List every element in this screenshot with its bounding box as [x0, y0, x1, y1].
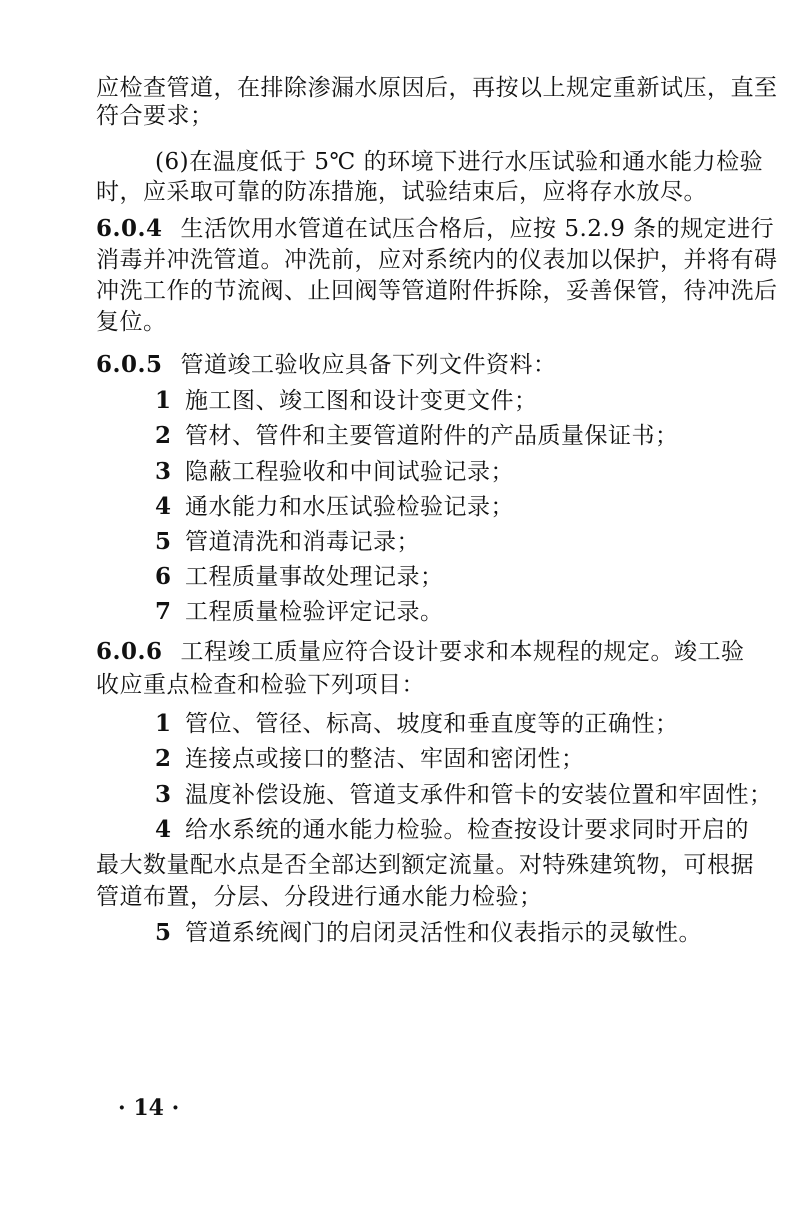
list-item — [155, 492, 514, 522]
section-number: 6.0.5 — [96, 351, 163, 378]
list-item-text: 连接点或接口的整洁、牢固和密闭性； — [185, 746, 585, 772]
list-item-text: 工程质量检验评定记录。 — [185, 599, 444, 625]
list-item — [155, 386, 538, 416]
list-item-text: 管道清洗和消毒记录； — [185, 529, 420, 555]
list-item-number: 6 — [155, 563, 172, 590]
list-item-text: 给水系统的通水能力检验。检查按设计要求同时开启的 — [185, 817, 749, 843]
list-item-number: 4 — [155, 493, 172, 520]
list-item-number: 5 — [155, 528, 172, 555]
list-item — [155, 457, 514, 487]
body-line: 冲洗工作的节流阀、止回阀等管道附件拆除，妥善保管，待冲洗后 — [96, 278, 778, 304]
list-item — [155, 597, 444, 627]
section-text: 工程竣工质量应符合设计要求和本规程的规定。竣工验 — [180, 639, 745, 665]
list-item-text: 管材、管件和主要管道附件的产品质量保证书； — [185, 423, 679, 449]
list-item — [155, 421, 679, 451]
section-number: 6.0.6 — [96, 638, 163, 665]
page-number: · 14 · — [118, 1095, 180, 1121]
list-item-number: 7 — [155, 598, 172, 625]
section-text: 管道竣工验收应具备下列文件资料： — [180, 352, 557, 378]
list-item-number: 1 — [155, 710, 172, 737]
list-item-text: 隐蔽工程验收和中间试验记录； — [185, 459, 514, 485]
section-6-0-4 — [96, 214, 774, 244]
body-line: (6)在温度低于 5℃ 的环境下进行水压试验和通水能力检验 — [155, 149, 764, 175]
list-item-number: 3 — [155, 458, 172, 485]
list-item-number: 5 — [155, 919, 172, 946]
section-text: 生活饮用水管道在试压合格后，应按 5.2.9 条的规定进行 — [180, 216, 775, 242]
section-6-0-5 — [96, 350, 557, 380]
body-line: 管道布置，分层、分段进行通水能力检验； — [96, 884, 543, 910]
list-item-text: 管位、管径、标高、坡度和垂直度等的正确性； — [185, 711, 679, 737]
list-item — [155, 780, 773, 810]
body-line: 复位。 — [96, 309, 167, 335]
list-item — [155, 918, 702, 948]
body-line: 符合要求； — [96, 103, 214, 129]
body-line: 时，应采取可靠的防冻措施，试验结束后，应将存水放尽。 — [96, 179, 707, 205]
section-number: 6.0.4 — [96, 215, 163, 242]
list-item-number: 2 — [155, 422, 172, 449]
list-item-number: 2 — [155, 745, 172, 772]
body-line: 应检查管道，在排除渗漏水原因后，再按以上规定重新试压，直至 — [96, 75, 778, 101]
list-item-number: 1 — [155, 387, 172, 414]
list-item-text: 温度补偿设施、管道支承件和管卡的安装位置和牢固性； — [185, 782, 773, 808]
list-item — [155, 815, 749, 845]
list-item-text: 通水能力和水压试验检验记录； — [185, 494, 514, 520]
list-item-text: 工程质量事故处理记录； — [185, 564, 444, 590]
list-item — [155, 709, 679, 739]
list-item-number: 3 — [155, 781, 172, 808]
list-item — [155, 527, 420, 557]
list-item-text: 施工图、竣工图和设计变更文件； — [185, 388, 538, 414]
list-item — [155, 562, 444, 592]
body-line: 最大数量配水点是否全部达到额定流量。对特殊建筑物，可根据 — [96, 852, 754, 878]
list-item-number: 4 — [155, 816, 172, 843]
body-line: 收应重点检查和检验下列项目： — [96, 672, 425, 698]
section-6-0-6 — [96, 637, 745, 667]
body-line: 消毒并冲洗管道。冲洗前，应对系统内的仪表加以保护，并将有碍 — [96, 247, 778, 273]
list-item-text: 管道系统阀门的启闭灵活性和仪表指示的灵敏性。 — [185, 920, 702, 946]
list-item — [155, 744, 585, 774]
